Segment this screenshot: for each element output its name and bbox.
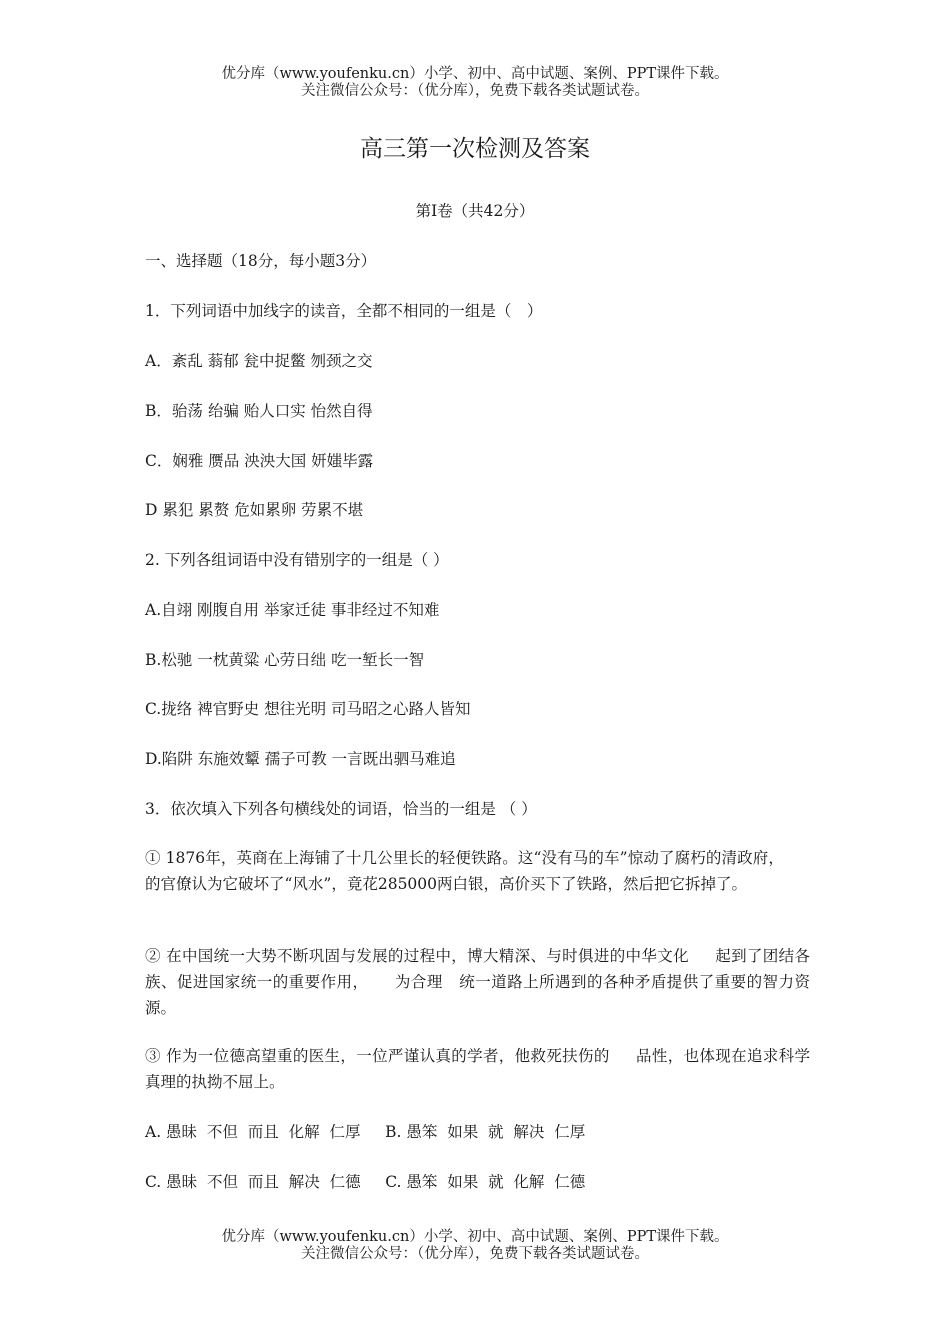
question-1-option-a: A．紊乱 蓊郁 瓮中捉鳖 刎颈之交 [145,352,373,370]
sentence-1-part-1: ① 1876年，英商在上海铺了十几公里长的轻便铁路。这“没有马的车”惊动了腐朽的清政府， [145,849,784,867]
question-3-stem: 3．依次填入下列各句横线处的词语，恰当的一组是 （ ） [145,800,537,818]
sentence-3-part-2: 品性，也体现在追求科学真理的执拗不屈上。 [145,1047,810,1091]
page-footer [0,1229,950,1263]
footer-line-1: 优分库（www.youfenku.cn）小学、初中、高中试题、案例、PPT课件下载。 [221,1229,729,1245]
question-2-stem: 2. 下列各组词语中没有错别字的一组是（ ） [145,551,449,569]
page-header [0,66,950,100]
question-2-option-a: A.自翊 刚腹自用 举家迁徒 事非经过不知难 [145,601,440,619]
volume-subtitle: 第Ⅰ卷（共42分） [415,202,535,220]
question-3-options-ab: A. 愚昧 不但 而且 化解 仁厚 B. 愚笨 如果 就 解决 仁厚 [145,1123,586,1141]
section-heading: 一、选择题（18分，每小题3分） [145,252,377,270]
question-3-sentence-1 [145,845,810,897]
footer-line-2: 关注微信公众号：（优分库），免费下载各类试题试卷。 [301,1246,649,1262]
sentence-2-part-3: 为合理 [394,973,443,991]
header-line-1: 优分库（www.youfenku.cn）小学、初中、高中试题、案例、PPT课件下载。 [221,66,729,82]
sentence-2-part-1: ② 在中国统一大势不断巩固与发展的过程中，博大精深、与时俱进的中华文化 [145,947,689,965]
question-2-option-b: B.松驰 一枕黄粱 心劳日绌 吃一堑长一智 [145,651,425,669]
sentence-3-part-1: ③ 作为一位德高望重的医生，一位严谨认真的学者，他救死扶伤的 [145,1047,610,1065]
document-title: 高三第一次检测及答案 [360,136,590,162]
question-3-options-cd: C. 愚昧 不但 而且 解决 仁德 C. 愚笨 如果 就 化解 仁德 [145,1173,586,1191]
question-1-option-d: D 累犯 累赘 危如累卵 劳累不堪 [145,501,364,519]
sentence-1-part-2: 的官僚认为它破坏了“风水”，竟花285000两白银，高价买下了铁路，然后把它拆掉了。 [145,875,748,893]
question-2-option-d: D.陷阱 东施效颦 孺子可教 一言既出驷马难追 [145,750,456,768]
question-3-sentence-2 [145,943,810,1021]
question-2-option-c: C.拢络 裨官野史 想往光明 司马昭之心路人皆知 [145,700,471,718]
question-3-sentence-3 [145,1043,810,1095]
question-1-option-c: C．娴雅 赝品 泱泱大国 妍媸毕露 [145,452,374,470]
sentence-2-part-2: 起到了团结各族、促进国家统一的重要作用， [145,947,810,991]
header-line-2: 关注微信公众号：（优分库），免费下载各类试题试卷。 [301,83,649,99]
question-1-option-b: B．骀荡 绐骗 贻人口实 怡然自得 [145,402,373,420]
sentence-2-part-4: 统一道路上所遇到的各种矛盾提供了重要的智力资源。 [145,973,810,1017]
question-1-stem: 1．下列词语中加线字的读音，全都不相同的一组是（ ） [145,302,543,320]
